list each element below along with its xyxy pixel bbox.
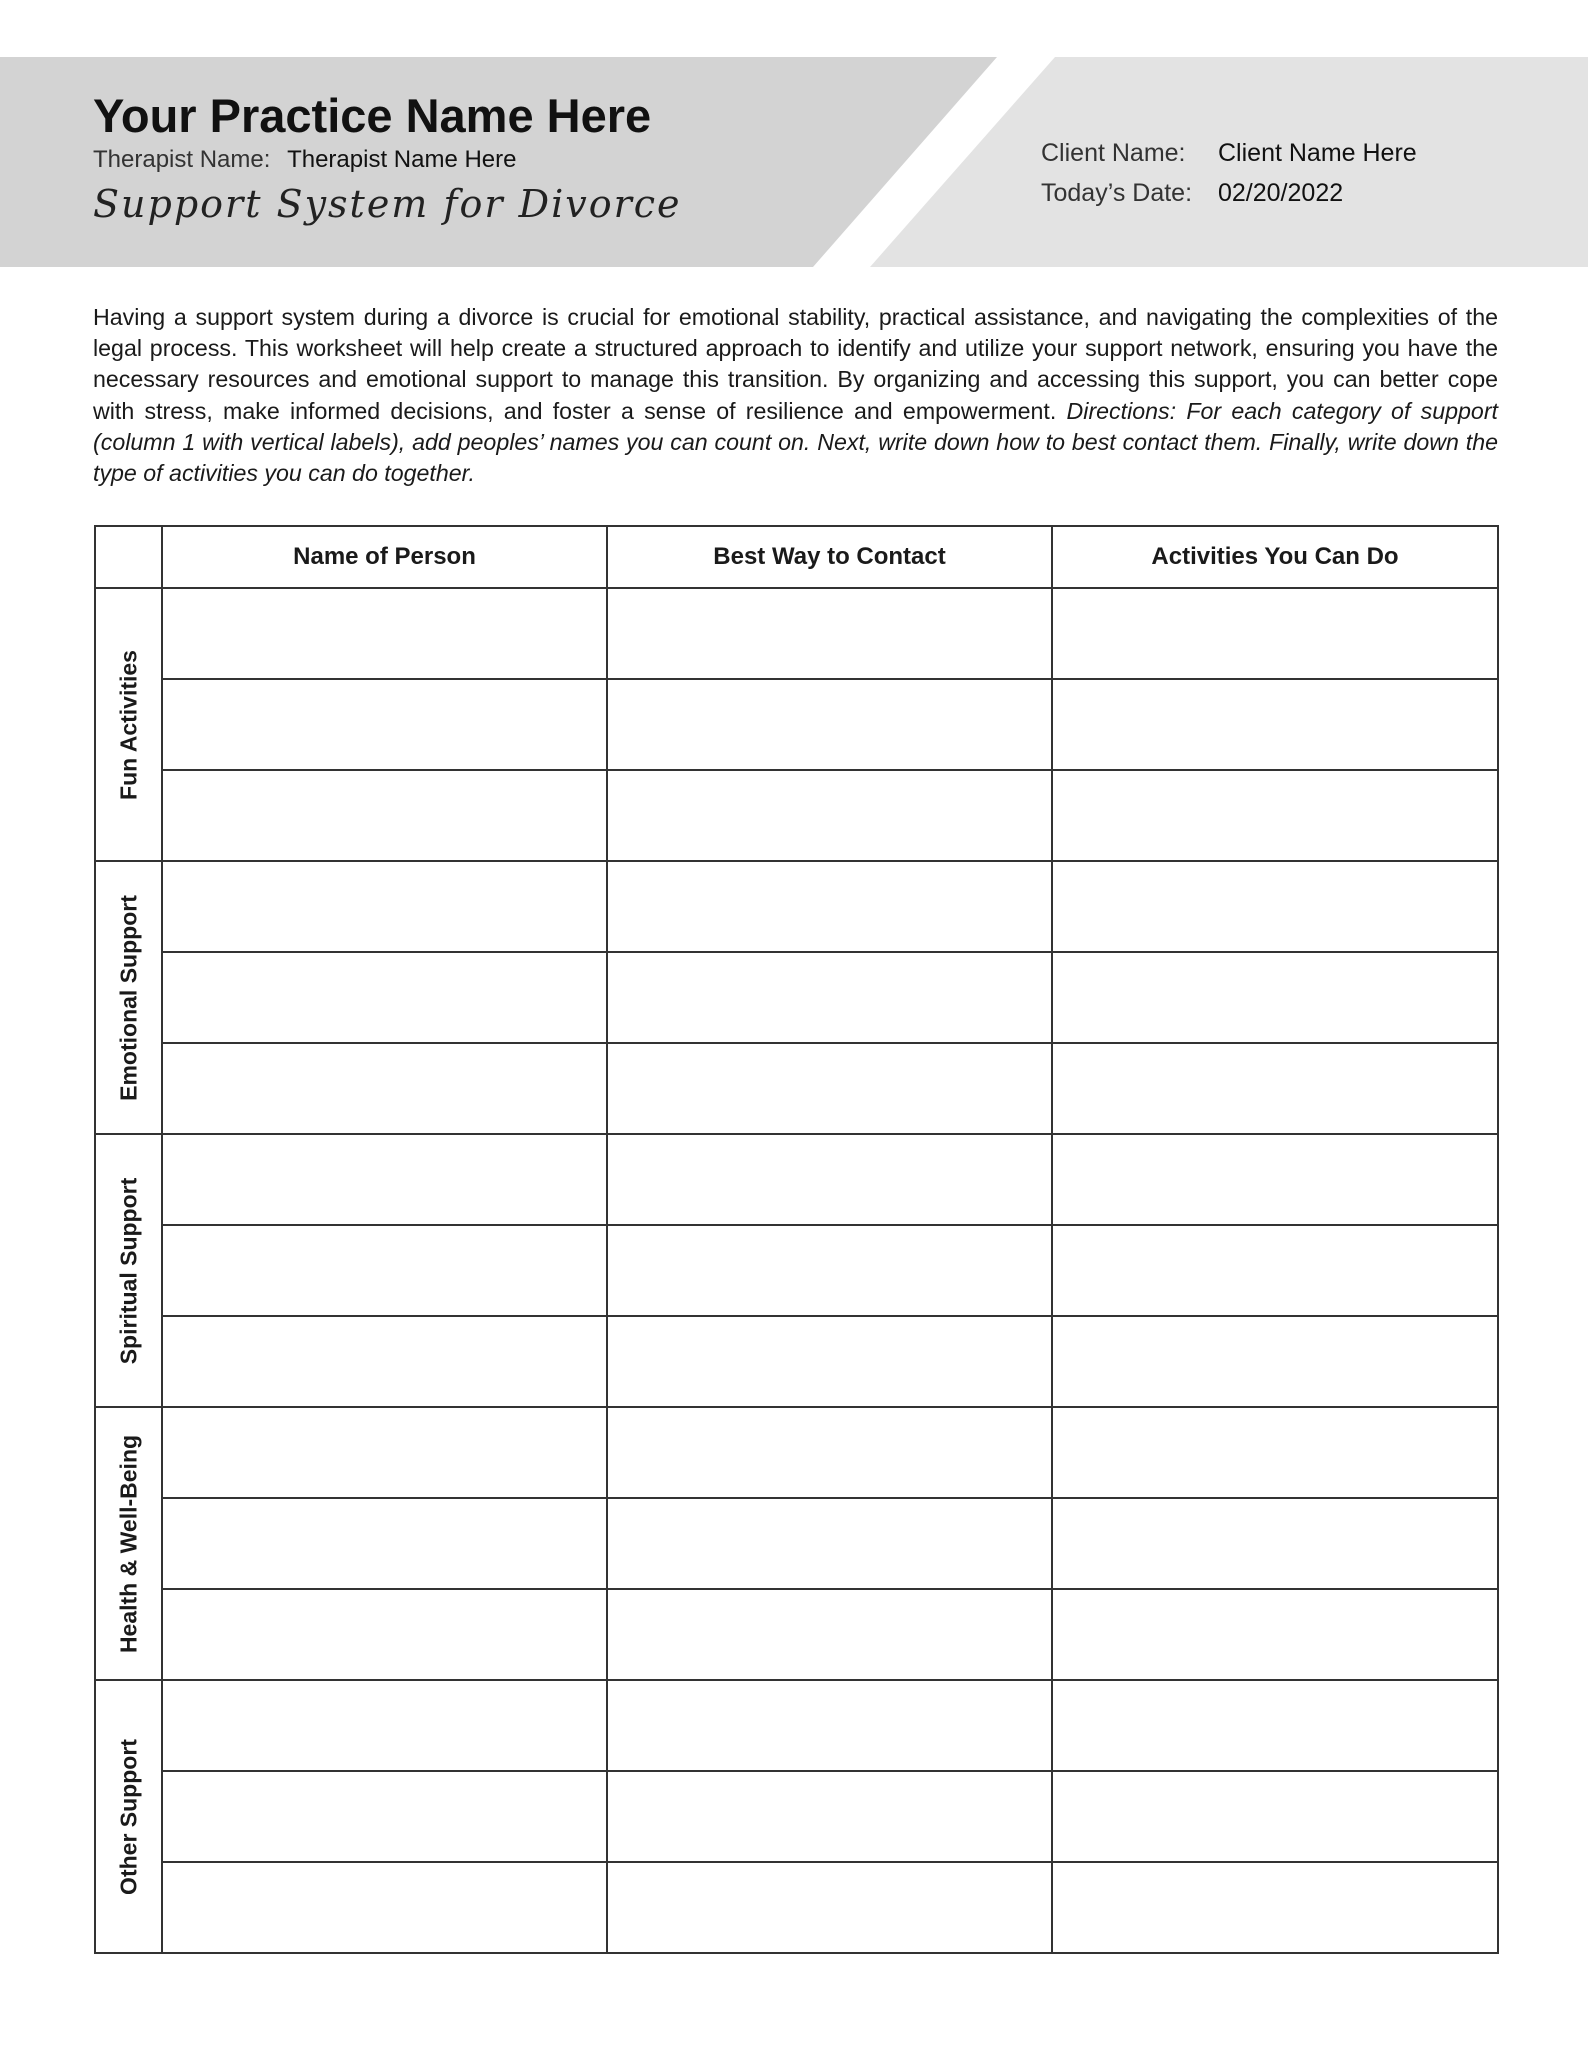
table-row bbox=[95, 1680, 1498, 1771]
contact-cell[interactable] bbox=[607, 1134, 1052, 1225]
header-corner bbox=[95, 526, 162, 588]
therapist-label: Therapist Name: bbox=[93, 146, 271, 173]
table-row bbox=[95, 861, 1498, 952]
name-cell[interactable] bbox=[162, 952, 607, 1043]
activity-cell[interactable] bbox=[1052, 1316, 1498, 1407]
table-row bbox=[95, 588, 1498, 679]
table-row bbox=[95, 952, 1498, 1043]
activity-cell[interactable] bbox=[1052, 1407, 1498, 1498]
table-row bbox=[95, 1771, 1498, 1862]
contact-cell[interactable] bbox=[607, 1407, 1052, 1498]
name-cell[interactable] bbox=[162, 1498, 607, 1589]
table-row bbox=[95, 1407, 1498, 1498]
intro-directions: Directions: For each category of support (column 1 with vertical labels), add peoples’ names you can count on. Next, write down how to best contact them. Finally, write down the type of activities you can do together. bbox=[93, 397, 1498, 487]
name-cell[interactable] bbox=[162, 1680, 607, 1771]
table-row bbox=[95, 770, 1498, 861]
activity-cell[interactable] bbox=[1052, 1771, 1498, 1862]
client-name-label: Client Name: bbox=[1041, 138, 1186, 167]
table-row bbox=[95, 1498, 1498, 1589]
contact-cell[interactable] bbox=[607, 1043, 1052, 1134]
name-cell[interactable] bbox=[162, 1771, 607, 1862]
category-spiritual-support bbox=[95, 1134, 162, 1407]
activity-cell[interactable] bbox=[1052, 1589, 1498, 1680]
table-row bbox=[95, 1134, 1498, 1225]
activity-cell[interactable] bbox=[1052, 1498, 1498, 1589]
contact-cell[interactable] bbox=[607, 1225, 1052, 1316]
header-activities: Activities You Can Do bbox=[1052, 526, 1498, 588]
table-row bbox=[95, 1862, 1498, 1953]
activity-cell[interactable] bbox=[1052, 770, 1498, 861]
activity-cell[interactable] bbox=[1052, 1043, 1498, 1134]
contact-cell[interactable] bbox=[607, 770, 1052, 861]
activity-cell[interactable] bbox=[1052, 1225, 1498, 1316]
name-cell[interactable] bbox=[162, 1589, 607, 1680]
activity-cell[interactable] bbox=[1052, 1680, 1498, 1771]
activity-cell[interactable] bbox=[1052, 679, 1498, 770]
date-label: Today’s Date: bbox=[1041, 178, 1193, 207]
date-field[interactable]: 02/20/2022 bbox=[1218, 178, 1344, 207]
activity-cell[interactable] bbox=[1052, 861, 1498, 952]
name-cell[interactable] bbox=[162, 679, 607, 770]
name-cell[interactable] bbox=[162, 1862, 607, 1953]
category-label: Other Support bbox=[115, 1738, 141, 1895]
contact-cell[interactable] bbox=[607, 952, 1052, 1043]
table-row bbox=[95, 1316, 1498, 1407]
contact-cell[interactable] bbox=[607, 588, 1052, 679]
category-other-support bbox=[95, 1680, 162, 1953]
category-emotional-support bbox=[95, 861, 162, 1134]
table-header-row bbox=[95, 526, 1498, 588]
table-row bbox=[95, 679, 1498, 770]
worksheet-title: Support System for Divorce bbox=[93, 182, 682, 226]
contact-cell[interactable] bbox=[607, 861, 1052, 952]
therapist-row bbox=[93, 146, 517, 174]
name-cell[interactable] bbox=[162, 1043, 607, 1134]
name-cell[interactable] bbox=[162, 1134, 607, 1225]
name-cell[interactable] bbox=[162, 1407, 607, 1498]
contact-cell[interactable] bbox=[607, 1498, 1052, 1589]
support-table bbox=[94, 525, 1499, 1954]
contact-cell[interactable] bbox=[607, 1771, 1052, 1862]
name-cell[interactable] bbox=[162, 770, 607, 861]
therapist-name-field[interactable]: Therapist Name Here bbox=[287, 146, 517, 173]
practice-name: Your Practice Name Here bbox=[93, 89, 652, 142]
client-name-field[interactable]: Client Name Here bbox=[1218, 138, 1417, 167]
contact-cell[interactable] bbox=[607, 679, 1052, 770]
category-label: Spiritual Support bbox=[115, 1177, 141, 1364]
category-label: Emotional Support bbox=[115, 894, 141, 1101]
intro-body: Having a support system during a divorce is crucial for emotional stability, practical assistance, and navigating the complexities of the legal process. This worksheet will help create a structured approach to identify and utilize your support network, ensuring you have the necessary resources and emotional support to manage this transition. By organizing and accessing this support, you can better cope with stress, make informed decisions, and foster a sense of resilience and empowerment. bbox=[93, 304, 1498, 424]
category-label: Health & Well-Being bbox=[115, 1434, 141, 1653]
header-name-of-person: Name of Person bbox=[162, 526, 607, 588]
table-row bbox=[95, 1589, 1498, 1680]
contact-cell[interactable] bbox=[607, 1589, 1052, 1680]
name-cell[interactable] bbox=[162, 1225, 607, 1316]
activity-cell[interactable] bbox=[1052, 952, 1498, 1043]
contact-cell[interactable] bbox=[607, 1862, 1052, 1953]
activity-cell[interactable] bbox=[1052, 1134, 1498, 1225]
contact-cell[interactable] bbox=[607, 1680, 1052, 1771]
category-label: Fun Activities bbox=[115, 649, 141, 800]
name-cell[interactable] bbox=[162, 1316, 607, 1407]
activity-cell[interactable] bbox=[1052, 588, 1498, 679]
header-best-way-to-contact: Best Way to Contact bbox=[607, 526, 1052, 588]
intro-paragraph bbox=[93, 302, 1498, 489]
activity-cell[interactable] bbox=[1052, 1862, 1498, 1953]
client-name-row bbox=[1041, 133, 1417, 173]
table-row bbox=[95, 1043, 1498, 1134]
category-health-well-being bbox=[95, 1407, 162, 1680]
name-cell[interactable] bbox=[162, 588, 607, 679]
name-cell[interactable] bbox=[162, 861, 607, 952]
table-row bbox=[95, 1225, 1498, 1316]
category-fun-activities bbox=[95, 588, 162, 861]
date-row bbox=[1041, 173, 1417, 213]
contact-cell[interactable] bbox=[607, 1316, 1052, 1407]
client-info bbox=[1041, 133, 1417, 213]
